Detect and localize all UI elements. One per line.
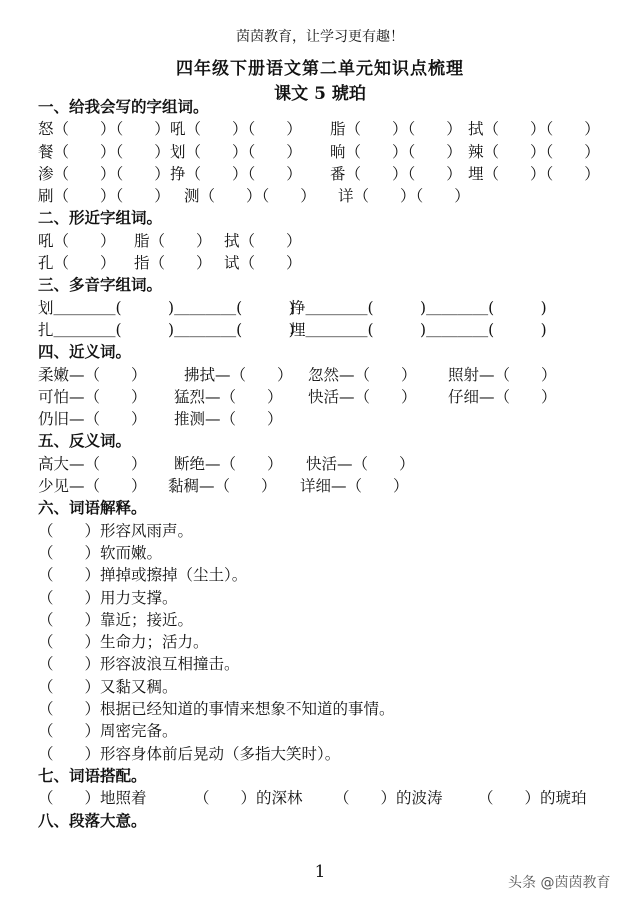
word-blank[interactable]: 挣（ ）（ ） [170, 164, 302, 183]
synonym-blank[interactable]: 柔嫩—（ ） [38, 365, 147, 384]
exercise-row [38, 787, 618, 809]
exercise-row [38, 453, 618, 475]
definition-row [38, 631, 618, 653]
word-blank[interactable]: 刷（ ）（ ） [38, 187, 170, 206]
answer-blank[interactable]: （ ） [38, 610, 101, 629]
collocation-blank[interactable]: （ ）的深林 [194, 789, 303, 808]
answer-blank[interactable]: （ ） [38, 566, 101, 585]
answer-blank[interactable]: （ ） [38, 744, 101, 763]
answer-blank[interactable]: （ ） [38, 700, 101, 719]
polyphone-blank[interactable]: 扎＿＿＿＿( )＿＿＿＿( ) [38, 320, 295, 339]
word-blank[interactable]: 辣（ ）（ ） [468, 142, 600, 161]
definition-row [38, 542, 618, 564]
definition-text: 形容波浪互相撞击。 [100, 655, 240, 674]
word-blank[interactable]: 划（ ）（ ） [170, 142, 302, 161]
synonym-blank[interactable]: 拂拭—（ ） [184, 365, 293, 384]
exercise-row [38, 163, 618, 185]
exercise-row [38, 118, 618, 140]
answer-blank[interactable]: （ ） [38, 677, 101, 696]
definition-text: 形容风雨声。 [100, 521, 194, 540]
section-heading: 二、形近字组词。 [38, 208, 163, 228]
answer-blank[interactable]: （ ） [38, 655, 101, 674]
word-blank[interactable]: 晌（ ）（ ） [330, 142, 462, 161]
word-blank[interactable]: 拭（ ） [224, 231, 302, 250]
word-blank[interactable]: 番（ ）（ ） [330, 164, 462, 183]
exercise-row [38, 297, 618, 319]
definition-row [38, 609, 618, 631]
definition-text: 生命力；活力。 [100, 633, 209, 652]
answer-blank[interactable]: （ ） [38, 722, 101, 741]
synonym-blank[interactable]: 照射—（ ） [448, 365, 557, 384]
lesson-subtitle: 课文 5 琥珀 [274, 84, 366, 104]
polyphone-blank[interactable]: 划＿＿＿＿( )＿＿＿＿( ) [38, 298, 295, 317]
section-heading: 六、词语解释。 [38, 498, 147, 518]
synonym-blank[interactable]: 忽然—（ ） [308, 365, 417, 384]
antonym-blank[interactable]: 详细—（ ） [300, 477, 409, 496]
synonym-blank[interactable]: 仔细—（ ） [448, 387, 557, 406]
antonym-blank[interactable]: 高大—（ ） [38, 454, 147, 473]
word-blank[interactable]: 埋（ ）（ ） [468, 164, 600, 183]
definition-text: 用力支撑。 [100, 588, 178, 607]
word-blank[interactable]: 怒（ ）（ ） [38, 120, 170, 139]
antonym-blank[interactable]: 少见—（ ） [38, 477, 147, 496]
word-blank[interactable]: 指（ ） [134, 254, 212, 273]
definition-text: 又黏又稠。 [100, 677, 178, 696]
page-number: 1 [314, 862, 326, 882]
document-title: 四年级下册语文第二单元知识点梳理 [176, 59, 464, 79]
definition-row [38, 743, 618, 765]
definition-row [38, 676, 618, 698]
definition-text: 掸掉或擦掉（尘土）。 [100, 566, 248, 585]
definition-row [38, 720, 618, 742]
synonym-blank[interactable]: 猛烈—（ ） [174, 387, 283, 406]
word-blank[interactable]: 试（ ） [224, 254, 302, 273]
word-blank[interactable]: 测（ ）（ ） [184, 187, 316, 206]
synonym-blank[interactable]: 推测—（ ） [174, 410, 283, 429]
exercise-row [38, 475, 618, 497]
word-blank[interactable]: 吼（ ） [38, 231, 116, 250]
collocation-blank[interactable]: （ ）地照着 [38, 789, 147, 808]
definition-row [38, 698, 618, 720]
word-blank[interactable]: 孔（ ） [38, 254, 116, 273]
synonym-blank[interactable]: 仍旧—（ ） [38, 410, 147, 429]
definition-row [38, 587, 618, 609]
antonym-blank[interactable]: 快活—（ ） [306, 454, 415, 473]
exercise-row [38, 185, 618, 207]
definition-row [38, 520, 618, 542]
word-blank[interactable]: 拭（ ）（ ） [468, 120, 600, 139]
answer-blank[interactable]: （ ） [38, 588, 101, 607]
section-heading: 三、多音字组词。 [38, 275, 163, 295]
word-blank[interactable]: 吼（ ）（ ） [170, 120, 302, 139]
page-header: 茵茵教育，让学习更有趣！ [236, 29, 404, 45]
answer-blank[interactable]: （ ） [38, 543, 101, 562]
exercise-row [38, 252, 618, 274]
section-heading: 一、给我会写的字组词。 [38, 97, 209, 116]
section-heading: 五、反义词。 [38, 431, 132, 451]
exercise-row [38, 386, 618, 408]
definition-text: 周密完备。 [100, 722, 178, 741]
collocation-blank[interactable]: （ ）的波涛 [334, 789, 443, 808]
word-blank[interactable]: 详（ ）（ ） [338, 187, 470, 206]
definition-text: 根据已经知道的事情来想象不知道的事情。 [100, 700, 395, 719]
exercise-row [38, 364, 618, 386]
exercise-row [38, 408, 618, 430]
antonym-blank[interactable]: 黏稠—（ ） [168, 477, 277, 496]
exercise-row [38, 141, 618, 163]
worksheet-content [38, 96, 618, 832]
definition-text: 形容身体前后晃动（多指大笑时）。 [100, 744, 341, 763]
synonym-blank[interactable]: 可怕—（ ） [38, 387, 147, 406]
word-blank[interactable]: 餐（ ）（ ） [38, 142, 170, 161]
polyphone-blank[interactable]: 埋＿＿＿＿( )＿＿＿＿( ) [290, 320, 547, 339]
polyphone-blank[interactable]: 挣＿＿＿＿( )＿＿＿＿( ) [290, 298, 547, 317]
definition-text: 靠近；接近。 [100, 610, 194, 629]
definition-row [38, 653, 618, 675]
word-blank[interactable]: 脂（ ）（ ） [330, 120, 462, 139]
collocation-blank[interactable]: （ ）的琥珀 [478, 789, 587, 808]
section-heading: 八、段落大意。 [38, 810, 147, 830]
synonym-blank[interactable]: 快活—（ ） [308, 387, 417, 406]
definition-text: 软而嫩。 [100, 543, 163, 562]
section-heading: 四、近义词。 [38, 342, 132, 362]
section-heading: 七、词语搭配。 [38, 765, 147, 785]
antonym-blank[interactable]: 断绝—（ ） [174, 454, 283, 473]
definition-row [38, 564, 618, 586]
exercise-row [38, 319, 618, 341]
answer-blank[interactable]: （ ） [38, 633, 101, 652]
answer-blank[interactable]: （ ） [38, 521, 101, 540]
watermark: 头条 @茵茵教育 [508, 875, 611, 891]
exercise-row [38, 230, 618, 252]
word-blank[interactable]: 渗（ ）（ ） [38, 164, 170, 183]
word-blank[interactable]: 脂（ ） [134, 231, 212, 250]
